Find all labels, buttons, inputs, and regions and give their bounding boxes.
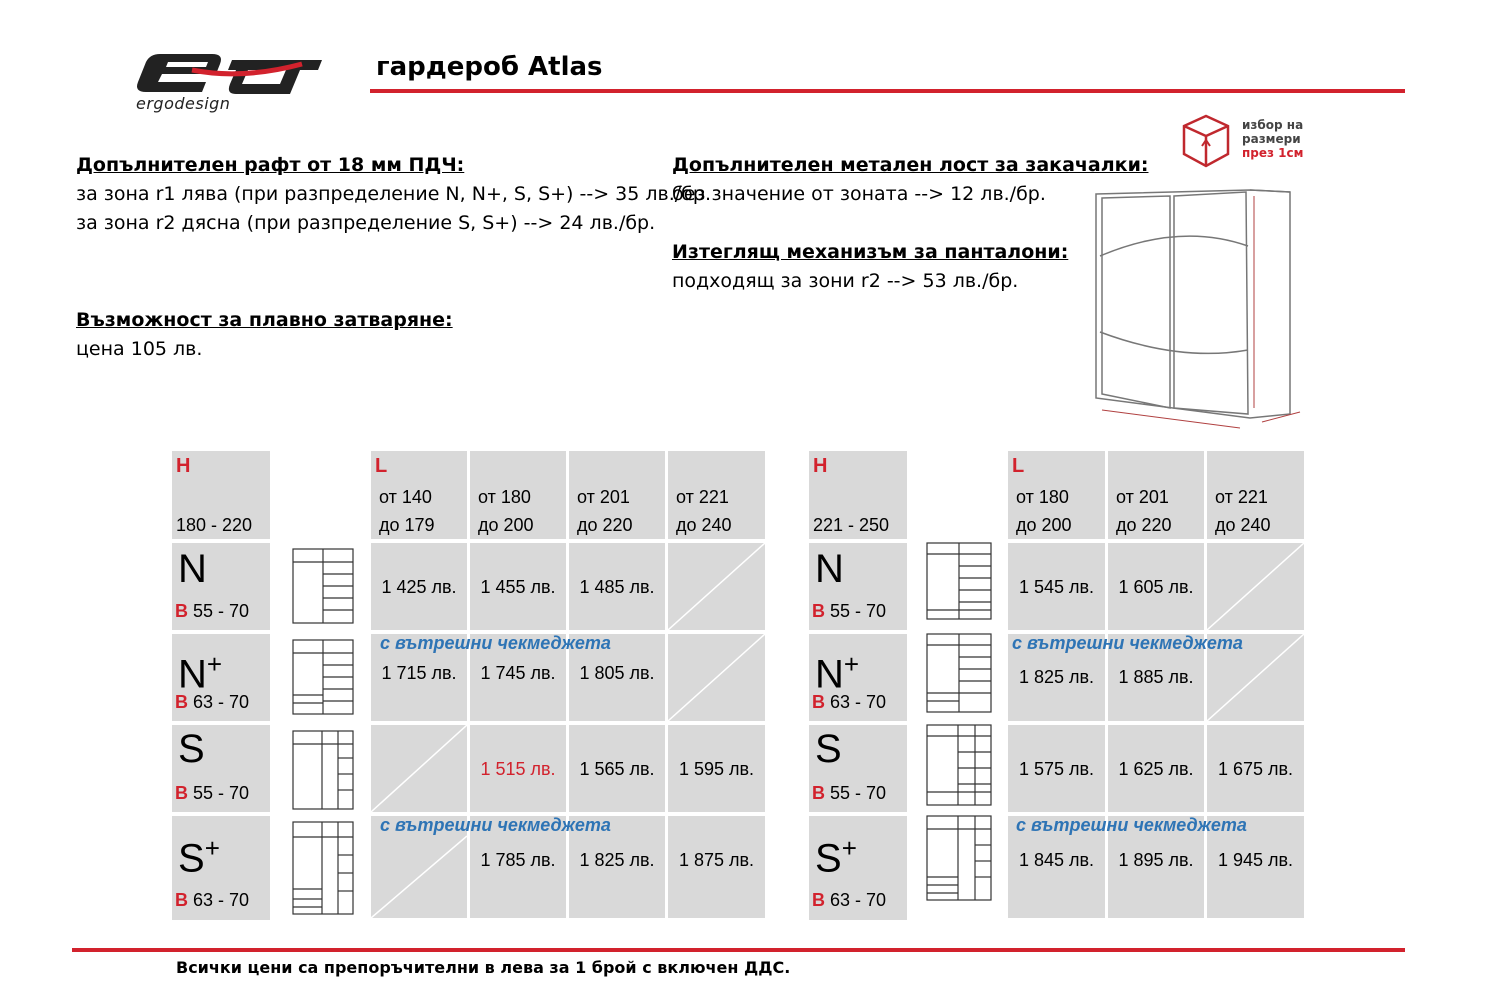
col-from: от 201 [577, 487, 630, 507]
type-letter: S [815, 836, 842, 881]
unavailable-mark [1207, 543, 1304, 630]
row-label-cell [172, 634, 270, 721]
price-value: 1 945 лв. [1217, 850, 1294, 870]
type-letter: N [815, 547, 844, 591]
h-header-cell [809, 451, 907, 539]
type-letter: N [178, 652, 207, 697]
price-value: 1 675 лв. [1217, 759, 1294, 779]
price-value: 1 545 лв. [1018, 577, 1095, 597]
price-value: 1 875 лв. [678, 850, 755, 870]
logo-subtitle: ergodesign [136, 94, 231, 113]
type-sup: + [843, 649, 860, 679]
depth-label: В [175, 692, 188, 712]
depth-range: 63 - 70 [193, 890, 250, 910]
row-label-cell [809, 634, 907, 721]
shelf-heading: Допълнителен рафт от 18 мм ПДЧ: [76, 154, 465, 176]
layout-nplus-icon [926, 633, 992, 713]
page-title: гардероб Atlas [376, 52, 603, 82]
price-cell [569, 725, 665, 812]
footer-note: Всички цени са препоръчителни в лева за 1 брой с включен ДДС. [176, 958, 791, 977]
unavailable-cell [668, 634, 765, 721]
depth-label: В [812, 890, 825, 910]
drawers-note: с вътрешни чекмеджета [380, 633, 611, 653]
h-range: 180 - 220 [176, 515, 253, 535]
l-label: L [375, 455, 388, 477]
depth-range: 55 - 70 [193, 783, 250, 803]
depth-range: 63 - 70 [830, 890, 887, 910]
price-value: 1 605 лв. [1118, 577, 1194, 597]
price-value: 1 485 лв. [579, 577, 655, 597]
h-label: H [813, 455, 828, 477]
l-label: L [1012, 455, 1025, 477]
type-sup: + [206, 649, 223, 679]
shelf-line1: за зона r1 лява (при разпределение N, N+, S, S+) --> 35 лв./бр. [76, 183, 711, 205]
depth-label: В [812, 601, 825, 621]
softclose-line1: цена 105 лв. [76, 338, 203, 360]
unavailable-mark [371, 725, 467, 812]
badge-line2: размери [1242, 132, 1301, 146]
col-from: от 221 [1215, 487, 1268, 507]
depth-label: В [175, 601, 188, 621]
drawers-note: с вътрешни чекмеджета [1016, 815, 1247, 835]
ed-logo-icon [132, 50, 332, 98]
type-letter: N [178, 547, 207, 591]
type-sup: + [841, 833, 857, 863]
drawers-note: с вътрешни чекмеджета [1012, 633, 1243, 653]
h-range: 221 - 250 [813, 515, 890, 535]
depth-range: 63 - 70 [193, 692, 250, 712]
col-to: до 200 [478, 515, 534, 535]
col-header [1108, 451, 1204, 539]
price-value: 1 715 лв. [381, 663, 457, 683]
row-label-cell [172, 725, 270, 812]
col-from: от 180 [1016, 487, 1069, 507]
unavailable-mark [668, 543, 765, 630]
brand-logo [132, 50, 332, 116]
unavailable-cell [1207, 543, 1304, 630]
price-value: 1 845 лв. [1018, 850, 1095, 870]
col-to: до 179 [379, 515, 435, 535]
type-letter: S [815, 727, 842, 771]
type-sup: + [204, 833, 220, 863]
col-header [470, 451, 566, 539]
unavailable-cell [668, 543, 765, 630]
unavailable-cell [371, 725, 467, 812]
price-value: 1 625 лв. [1118, 759, 1194, 779]
col-header [1008, 451, 1105, 539]
price-value: 1 895 лв. [1118, 850, 1194, 870]
h-label: H [176, 455, 191, 477]
col-header [371, 451, 467, 539]
layout-n-icon [926, 542, 992, 620]
price-value: 1 515 лв. [480, 759, 556, 779]
price-cell [1207, 725, 1304, 812]
price-cell [470, 725, 566, 812]
col-from: от 140 [379, 487, 432, 507]
layout-splus-icon [926, 815, 992, 901]
layout-s-icon [926, 724, 992, 806]
col-to: до 240 [1215, 515, 1271, 535]
price-cell [668, 725, 765, 812]
h-header-cell [172, 451, 270, 539]
price-value: 1 455 лв. [480, 577, 556, 597]
price-cell [470, 543, 566, 630]
price-value: 1 825 лв. [579, 850, 655, 870]
layout-nplus-icon [292, 639, 354, 715]
col-header [569, 451, 665, 539]
depth-range: 55 - 70 [830, 601, 887, 621]
depth-range: 55 - 70 [193, 601, 250, 621]
trouser-line1: подходящ за зони r2 --> 53 лв./бр. [672, 270, 1019, 292]
price-cell [1008, 725, 1105, 812]
type-letter: S [178, 727, 205, 771]
price-value: 1 885 лв. [1118, 667, 1194, 687]
unavailable-mark [668, 634, 765, 721]
footer-rule [72, 948, 1405, 952]
size-badge [1180, 112, 1312, 174]
price-value: 1 785 лв. [480, 850, 556, 870]
price-cell [569, 543, 665, 630]
col-header [668, 451, 765, 539]
drawers-note: с вътрешни чекмеджета [380, 815, 611, 835]
col-header [1207, 451, 1304, 539]
price-value: 1 565 лв. [579, 759, 655, 779]
depth-label: В [812, 783, 825, 803]
depth-range: 63 - 70 [830, 692, 887, 712]
price-cell [1108, 543, 1204, 630]
col-to: до 240 [676, 515, 732, 535]
price-value: 1 825 лв. [1018, 667, 1095, 687]
price-cell [371, 543, 467, 630]
row-label-cell [172, 543, 270, 630]
rail-line1: без значение от зоната --> 12 лв./бр. [672, 183, 1046, 205]
row-label-cell [809, 725, 907, 812]
col-from: от 201 [1116, 487, 1169, 507]
badge-line1: избор на [1242, 118, 1304, 132]
price-cell [1108, 725, 1204, 812]
col-to: до 220 [577, 515, 633, 535]
layout-splus-icon [292, 821, 354, 915]
depth-range: 55 - 70 [830, 783, 887, 803]
price-value: 1 425 лв. [381, 577, 457, 597]
price-value: 1 805 лв. [579, 663, 655, 683]
type-letter: N [815, 652, 844, 697]
row-label-cell [809, 816, 907, 920]
depth-label: В [812, 692, 825, 712]
shelf-line2: за зона r2 дясна (при разпределение S, S+) --> 24 лв./бр. [76, 212, 656, 234]
depth-label: В [175, 890, 188, 910]
price-cell [1008, 543, 1105, 630]
trouser-heading: Изтеглящ механизъм за панталони: [672, 241, 1069, 263]
price-value: 1 595 лв. [678, 759, 755, 779]
price-value: 1 745 лв. [480, 663, 556, 683]
col-to: до 220 [1116, 515, 1172, 535]
col-to: до 200 [1016, 515, 1072, 535]
price-cell [668, 816, 765, 918]
col-from: от 221 [676, 487, 729, 507]
cube-icon [1180, 112, 1234, 172]
header-rule [370, 89, 1405, 93]
row-label-cell [809, 543, 907, 630]
badge-line3: през 1см [1242, 146, 1304, 160]
type-letter: S [178, 836, 205, 881]
rail-heading: Допълнителен метален лост за закачалки: [672, 154, 1149, 176]
softclose-heading: Възможност за плавно затваряне: [76, 309, 453, 331]
col-from: от 180 [478, 487, 531, 507]
depth-label: В [175, 783, 188, 803]
wardrobe-illustration [1090, 182, 1310, 438]
layout-s-icon [292, 730, 354, 810]
layout-n-icon [292, 548, 354, 624]
price-value: 1 575 лв. [1018, 759, 1095, 779]
row-label-cell [172, 816, 270, 920]
